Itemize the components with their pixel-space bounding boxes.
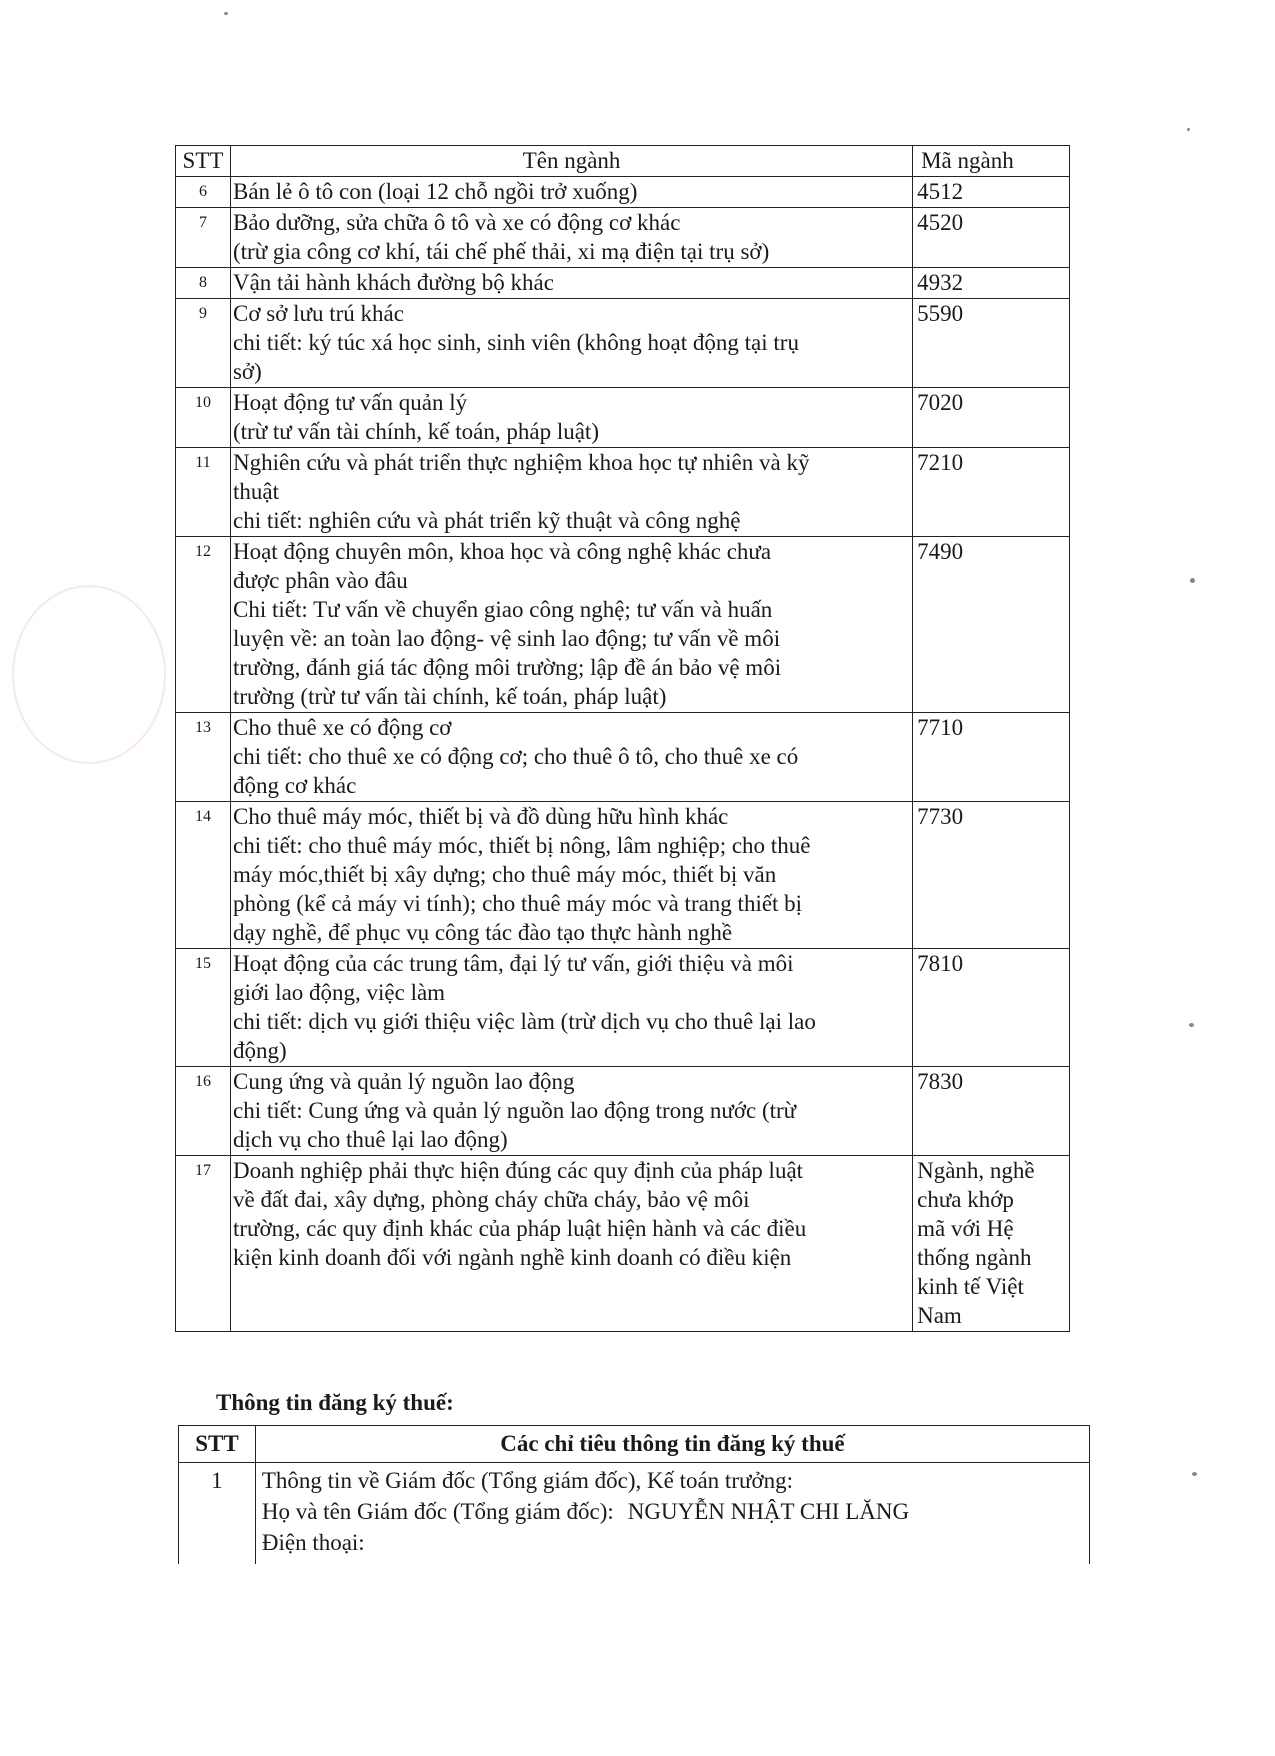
tax-section-title: Thông tin đăng ký thuế: — [216, 1390, 454, 1415]
industry-row-name — [230, 448, 912, 537]
industry-row — [176, 1067, 1070, 1156]
industry-name-text: Cơ sở lưu trú khác chi tiết: ký túc xá học sinh, sinh viên (không hoạt động tại trụ sở) — [232, 301, 799, 384]
industry-code-text: 7490 — [917, 539, 964, 564]
tax-table — [178, 1425, 1090, 1564]
industry-table — [175, 145, 1070, 1332]
industry-code-text: 7730 — [917, 804, 964, 829]
tax-row-content — [255, 1463, 1089, 1565]
industry-row — [176, 537, 1070, 713]
industry-name-text: Bảo dưỡng, sửa chữa ô tô và xe có động cơ khác (trừ gia công cơ khí, tái chế phế thải, xi mạ điện tại trụ sở) — [232, 210, 770, 264]
industry-row-code — [913, 713, 1070, 802]
header-stt: STT — [176, 146, 231, 177]
industry-row-name — [230, 388, 912, 448]
industry-row-stt: 11 — [176, 448, 231, 537]
director-name: NGUYỄN NHẬT CHI LĂNG — [627, 1499, 910, 1524]
industry-row-name — [230, 268, 912, 299]
industry-name-text: Cho thuê xe có động cơ chi tiết: cho thuê xe có động cơ; cho thuê ô tô, cho thuê xe có động cơ khác — [232, 715, 799, 798]
industry-name-text: Hoạt động của các trung tâm, đại lý tư vấn, giới thiệu và môi giới lao động, việc làm chi tiết: dịch vụ giới thiệu việc làm (trừ dịch vụ cho thuê lại lao động) — [232, 951, 816, 1063]
industry-row-code — [913, 388, 1070, 448]
industry-row-name — [230, 713, 912, 802]
tax-row-stt: 1 — [179, 1463, 256, 1565]
industry-row-code — [913, 208, 1070, 268]
industry-row-code — [913, 268, 1070, 299]
industry-table-header — [176, 146, 1070, 177]
industry-code-text: 4520 — [917, 210, 964, 235]
industry-name-text: Cho thuê máy móc, thiết bị và đồ dùng hữu hình khác chi tiết: cho thuê máy móc, thiết bị nông, lâm nghiệp; cho thuê máy móc,thiết bị xây dựng; cho thuê máy móc, thiết bị văn phòng (kể cả máy vi tính); cho thuê máy móc và trang thiết bị dạy nghề, để phục vụ công tác đào tạo thực hành nghề — [232, 804, 811, 945]
industry-row-name — [230, 802, 912, 949]
industry-code-text: 7830 — [917, 1069, 964, 1094]
phone-label: Điện thoại: — [261, 1530, 365, 1555]
industry-row — [176, 388, 1070, 448]
industry-row-name — [230, 537, 912, 713]
industry-row-stt: 17 — [176, 1156, 231, 1332]
industry-row-stt: 10 — [176, 388, 231, 448]
industry-code-text: Ngành, nghề chưa khớp mã với Hệ thống ngành kinh tế Việt Nam — [917, 1158, 1035, 1328]
industry-row-stt: 16 — [176, 1067, 231, 1156]
industry-name-text: Cung ứng và quản lý nguồn lao động chi tiết: Cung ứng và quản lý nguồn lao động trong nước (trừ dịch vụ cho thuê lại lao động) — [232, 1069, 797, 1152]
industry-name-text: Doanh nghiệp phải thực hiện đúng các quy định của pháp luật về đất đai, xây dựng, phòng cháy chữa cháy, bảo vệ môi trường, các quy định khác của pháp luật hiện hành và các điều kiện kinh doanh đối với ngành nghề kinh doanh có điều kiện — [232, 1158, 807, 1270]
industry-row-stt: 9 — [176, 299, 231, 388]
industry-name-text: Nghiên cứu và phát triển thực nghiệm khoa học tự nhiên và kỹ thuật chi tiết: nghiên cứu và phát triển kỹ thuật và công nghệ — [232, 450, 810, 533]
scan-speck — [1190, 578, 1195, 583]
industry-code-text: 7710 — [917, 715, 964, 740]
industry-row — [176, 1156, 1070, 1332]
industry-code-text: 4932 — [917, 270, 964, 295]
industry-row-stt: 15 — [176, 949, 231, 1067]
industry-row-code — [913, 802, 1070, 949]
industry-row-code — [913, 177, 1070, 208]
industry-row — [176, 802, 1070, 949]
industry-name-text: Hoạt động tư vấn quản lý (trừ tư vấn tài chính, kế toán, pháp luật) — [232, 390, 599, 444]
industry-code-text: 7210 — [917, 450, 964, 475]
industry-row-stt: 13 — [176, 713, 231, 802]
industry-row — [176, 713, 1070, 802]
industry-row-stt: 14 — [176, 802, 231, 949]
header-industry-name: Tên ngành — [230, 146, 912, 177]
industry-code-text: 7810 — [917, 951, 964, 976]
tax-table-header — [179, 1426, 1090, 1463]
industry-name-text: Hoạt động chuyên môn, khoa học và công nghệ khác chưa được phân vào đâu Chi tiết: Tư vấn về chuyển giao công nghệ; tư vấn và huấn luyện về: an toàn lao động- vệ sinh lao động; tư vấn về môi trường, đánh giá tác động môi trường; lập đề án bảo vệ môi trường (trừ tư vấn tài chính, kế toán, pháp luật) — [232, 539, 782, 709]
industry-row-name — [230, 208, 912, 268]
tax-header-stt: STT — [179, 1426, 256, 1463]
industry-row-name — [230, 177, 912, 208]
scan-speck — [1187, 128, 1190, 131]
manager-info-heading: Thông tin về Giám đốc (Tổng giám đốc), Kế toán trưởng: — [261, 1468, 794, 1493]
scan-speck — [224, 12, 228, 15]
header-industry-code: Mã ngành — [913, 146, 1070, 177]
industry-row-code — [913, 1067, 1070, 1156]
scan-speck — [1189, 1023, 1194, 1027]
industry-row-code — [913, 949, 1070, 1067]
industry-row — [176, 448, 1070, 537]
industry-row-name — [230, 949, 912, 1067]
industry-row-stt: 6 — [176, 177, 231, 208]
industry-row-stt: 8 — [176, 268, 231, 299]
director-line — [262, 1496, 1083, 1527]
industry-code-text: 7020 — [917, 390, 964, 415]
scan-speck — [1192, 1472, 1197, 1476]
industry-row — [176, 949, 1070, 1067]
faded-stamp-mark — [12, 585, 166, 764]
director-label: Họ và tên Giám đốc (Tổng giám đốc): — [261, 1499, 614, 1524]
tax-row — [179, 1463, 1090, 1565]
industry-row — [176, 299, 1070, 388]
industry-row — [176, 208, 1070, 268]
industry-name-text: Vận tải hành khách đường bộ khác — [232, 270, 554, 295]
industry-code-text: 4512 — [917, 179, 964, 204]
industry-name-text: Bán lẻ ô tô con (loại 12 chỗ ngồi trở xuống) — [232, 179, 638, 204]
industry-row-name — [230, 299, 912, 388]
industry-row-code — [913, 299, 1070, 388]
industry-table-body — [176, 177, 1070, 1332]
industry-row-code — [913, 537, 1070, 713]
industry-row — [176, 177, 1070, 208]
industry-row-code — [913, 1156, 1070, 1332]
industry-row-stt: 7 — [176, 208, 231, 268]
industry-row — [176, 268, 1070, 299]
tax-header-criteria: Các chỉ tiêu thông tin đăng ký thuế — [255, 1426, 1089, 1463]
industry-row-stt: 12 — [176, 537, 231, 713]
industry-row-name — [230, 1156, 912, 1332]
industry-row-code — [913, 448, 1070, 537]
industry-row-name — [230, 1067, 912, 1156]
industry-code-text: 5590 — [917, 301, 964, 326]
